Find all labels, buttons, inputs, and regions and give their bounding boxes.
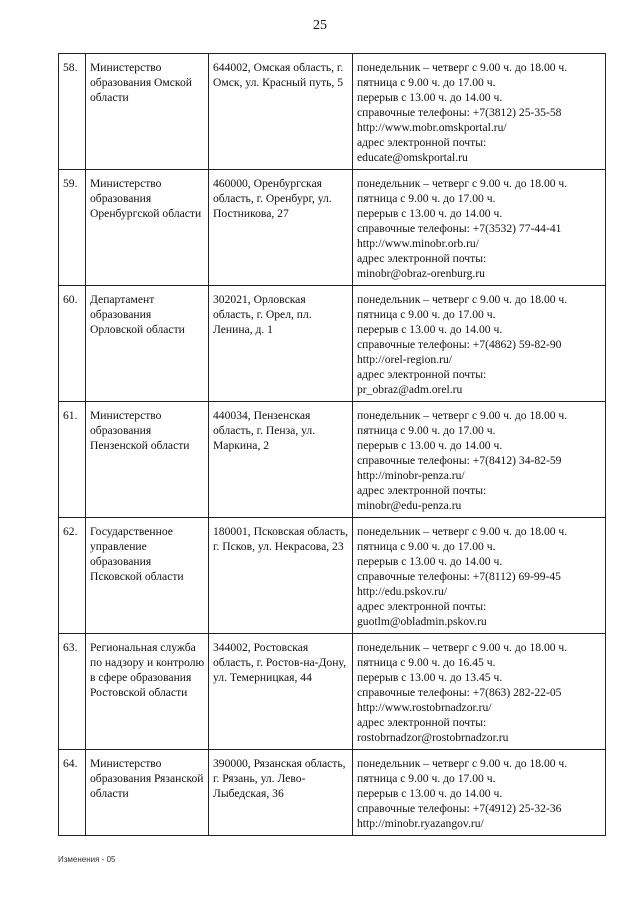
schedule-contacts-cell [353, 54, 606, 170]
contact-info-line: адрес электронной почты: [357, 368, 487, 381]
contact-info-line: справочные телефоны: +7(8412) 34-82-59 [357, 454, 562, 467]
table-row [59, 634, 606, 750]
contact-info-line: справочные телефоны: +7(3532) 77-44-41 [357, 222, 562, 235]
schedule-contacts-cell [353, 634, 606, 750]
schedule-contacts-cell [353, 286, 606, 402]
organization-name-cell: Департамент образования Орловской области [86, 286, 209, 402]
contact-info-line: перерыв с 13.00 ч. до 13.45 ч. [357, 671, 503, 684]
contact-info-line: понедельник – четверг с 9.00 ч. до 18.00 ч. [357, 757, 568, 770]
contact-info-line: http://minobr.ryazangov.ru/ [357, 817, 484, 830]
contact-info-line: адрес электронной почты: [357, 252, 487, 265]
address-cell: 644002, Омская область, г. Омск, ул. Красный путь, 5 [209, 54, 353, 170]
contact-info-line: перерыв с 13.00 ч. до 14.00 ч. [357, 207, 503, 220]
table-row [59, 750, 606, 836]
row-number-cell: 58. [59, 54, 86, 170]
contact-info-line: rostobrnadzor@rostobrnadzor.ru [357, 731, 509, 744]
contact-info-line: пятница с 9.00 ч. до 17.00 ч. [357, 192, 496, 205]
contact-info-line: справочные телефоны: +7(4862) 59-82-90 [357, 338, 562, 351]
contact-info-line: понедельник – четверг с 9.00 ч. до 18.00 ч. [357, 293, 568, 306]
contact-info-line: http://www.rostobrnadzor.ru/ [357, 701, 492, 714]
contact-info-line: пятница с 9.00 ч. до 16.45 ч. [357, 656, 496, 669]
table-row [59, 402, 606, 518]
table-row [59, 518, 606, 634]
contact-info-line: адрес электронной почты: [357, 600, 487, 613]
organization-name-cell: Министерство образования Пензенской области [86, 402, 209, 518]
contact-info-line: справочные телефоны: +7(863) 282-22-05 [357, 686, 562, 699]
contact-info-line: понедельник – четверг с 9.00 ч. до 18.00 ч. [357, 409, 568, 422]
schedule-contacts-cell [353, 518, 606, 634]
contact-info-line: pr_obraz@adm.orel.ru [357, 383, 463, 396]
address-cell: 302021, Орловская область, г. Орел, пл. Ленина, д. 1 [209, 286, 353, 402]
address-cell: 460000, Оренбургская область, г. Оренбург, ул. Постникова, 27 [209, 170, 353, 286]
address-cell: 390000, Рязанская область, г. Рязань, ул. Лево-Лыбедская, 36 [209, 750, 353, 836]
contact-info-line: пятница с 9.00 ч. до 17.00 ч. [357, 772, 496, 785]
contact-info-line: понедельник – четверг с 9.00 ч. до 18.00 ч. [357, 61, 568, 74]
contact-info-line: пятница с 9.00 ч. до 17.00 ч. [357, 424, 496, 437]
row-number-cell: 60. [59, 286, 86, 402]
contact-info-line: http://orel-region.ru/ [357, 353, 452, 366]
contact-info-line: guotlm@obladmin.pskov.ru [357, 615, 487, 628]
organization-name-cell: Министерство образования Омской области [86, 54, 209, 170]
contact-info-line: minobr@edu-penza.ru [357, 499, 462, 512]
contact-info-line: перерыв с 13.00 ч. до 14.00 ч. [357, 439, 503, 452]
contact-info-line: понедельник – четверг с 9.00 ч. до 18.00 ч. [357, 177, 568, 190]
contact-info-line: перерыв с 13.00 ч. до 14.00 ч. [357, 555, 503, 568]
table-row [59, 170, 606, 286]
contact-info-line: пятница с 9.00 ч. до 17.00 ч. [357, 76, 496, 89]
contact-info-line: перерыв с 13.00 ч. до 14.00 ч. [357, 323, 503, 336]
row-number-cell: 62. [59, 518, 86, 634]
contact-info-line: справочные телефоны: +7(4912) 25-32-36 [357, 802, 562, 815]
contact-info-line: справочные телефоны: +7(3812) 25-35-58 [357, 106, 562, 119]
contact-info-line: перерыв с 13.00 ч. до 14.00 ч. [357, 91, 503, 104]
address-cell: 440034, Пензенская область, г. Пенза, ул. Маркина, 2 [209, 402, 353, 518]
contact-info-line: пятница с 9.00 ч. до 17.00 ч. [357, 308, 496, 321]
row-number-cell: 64. [59, 750, 86, 836]
contact-info-line: пятница с 9.00 ч. до 17.00 ч. [357, 540, 496, 553]
contact-info-line: http://minobr-penza.ru/ [357, 469, 465, 482]
contact-info-line: http://www.minobr.orb.ru/ [357, 237, 479, 250]
contact-info-line: справочные телефоны: +7(8112) 69-99-45 [357, 570, 561, 583]
contact-info-line: адрес электронной почты: [357, 484, 487, 497]
row-number-cell: 59. [59, 170, 86, 286]
row-number-cell: 63. [59, 634, 86, 750]
schedule-contacts-cell [353, 750, 606, 836]
contact-info-line: перерыв с 13.00 ч. до 14.00 ч. [357, 787, 503, 800]
contact-info-line: понедельник – четверг с 9.00 ч. до 18.00 ч. [357, 641, 568, 654]
table-row [59, 54, 606, 170]
schedule-contacts-cell [353, 402, 606, 518]
footer-revision-note: Изменения - 05 [58, 855, 116, 864]
contact-info-line: minobr@obraz-orenburg.ru [357, 267, 485, 280]
contact-info-line: адрес электронной почты: [357, 716, 487, 729]
organization-name-cell: Государственное управление образования Псковской области [86, 518, 209, 634]
organization-name-cell: Министерство образования Оренбургской области [86, 170, 209, 286]
table-row [59, 286, 606, 402]
contact-info-line: http://www.mobr.omskportal.ru/ [357, 121, 507, 134]
schedule-contacts-cell [353, 170, 606, 286]
contact-info-line: http://edu.pskov.ru/ [357, 585, 448, 598]
address-cell: 344002, Ростовская область, г. Ростов-на-Дону, ул. Темерницкая, 44 [209, 634, 353, 750]
address-cell: 180001, Псковская область, г. Псков, ул. Некрасова, 23 [209, 518, 353, 634]
contact-info-line: educate@omskportal.ru [357, 151, 468, 164]
row-number-cell: 61. [59, 402, 86, 518]
page-number: 25 [313, 18, 327, 33]
organization-name-cell: Региональная служба по надзору и контролю в сфере образования Ростовской области [86, 634, 209, 750]
contact-info-line: понедельник – четверг с 9.00 ч. до 18.00 ч. [357, 525, 568, 538]
contact-info-line: адрес электронной почты: [357, 136, 487, 149]
organization-name-cell: Министерство образования Рязанской области [86, 750, 209, 836]
organizations-table [58, 53, 606, 836]
